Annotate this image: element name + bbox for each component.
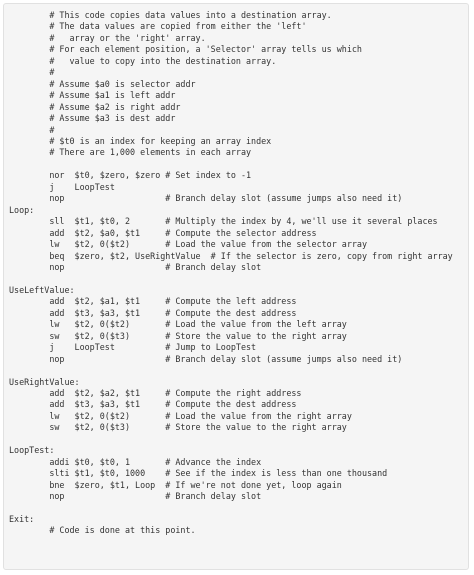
code-line: bne $zero, $t1, Loop # If we're not done yet, loop again [9, 479, 342, 490]
code-line: UseRightValue: [9, 376, 80, 387]
code-line: sll $t1, $t0, 2 # Multiply the index by 4, we'll use it several places [9, 216, 438, 227]
code-line: Exit: [9, 513, 35, 524]
code-line: j LoopTest [9, 181, 115, 192]
code-line: LoopTest: [9, 445, 55, 456]
code-line: # [9, 67, 55, 78]
code-line: # value to copy into the destination array. [9, 55, 277, 66]
code-line: beq $zero, $t2, UseRightValue # If the selector is zero, copy from right array [9, 250, 453, 261]
code-line: # Assume $a0 is selector addr [9, 78, 196, 89]
code-line: # array or the 'right' array. [9, 32, 206, 43]
code-line: add $t3, $a3, $t1 # Compute the dest address [9, 399, 297, 410]
code-line: lw $t2, 0($t2) # Load the value from the left array [9, 319, 347, 330]
code-line: UseLeftValue: [9, 284, 75, 295]
code-line: add $t2, $a0, $t1 # Compute the selector address [9, 227, 317, 238]
code-line: # For each element position, a 'Selector' array tells us which [9, 44, 362, 55]
code-line: j LoopTest # Jump to LoopTest [9, 342, 257, 353]
code-line: slti $t1, $t0, 1000 # See if the index is less than one thousand [9, 468, 388, 479]
code-line: add $t3, $a3, $t1 # Compute the dest address [9, 307, 297, 318]
code-line: # Assume $a2 is right addr [9, 101, 181, 112]
code-line: # The data values are copied from either the 'left' [9, 21, 307, 32]
code-line: lw $t2, 0($t2) # Load the value from the selector array [9, 239, 367, 250]
code-line: add $t2, $a2, $t1 # Compute the right address [9, 387, 302, 398]
code-block [3, 3, 469, 570]
code-line: # Code is done at this point. [9, 525, 196, 536]
code-line: sw $t2, 0($t3) # Store the value to the right array [9, 330, 347, 341]
code-line: Loop: [9, 204, 35, 215]
code-line: nop # Branch delay slot [9, 261, 262, 272]
code-line: nor $t0, $zero, $zero # Set index to -1 [9, 170, 252, 181]
code-line: # There are 1,000 elements in each array [9, 147, 252, 158]
code-line: nop # Branch delay slot (assume jumps also need it) [9, 353, 403, 364]
code-line: # [9, 124, 55, 135]
code-line: # Assume $a3 is dest addr [9, 113, 176, 124]
code-line: # $t0 is an index for keeping an array index [9, 135, 272, 146]
assembly-code [4, 4, 468, 537]
code-line: # Assume $a1 is left addr [9, 90, 176, 101]
code-line: sw $t2, 0($t3) # Store the value to the right array [9, 422, 347, 433]
code-line: nop # Branch delay slot [9, 491, 262, 502]
code-line: nop # Branch delay slot (assume jumps also need it) [9, 193, 403, 204]
code-line: # This code copies data values into a destination array. [9, 10, 332, 20]
code-line: addi $t0, $t0, 1 # Advance the index [9, 456, 262, 467]
code-line: lw $t2, 0($t2) # Load the value from the right array [9, 410, 352, 421]
code-line: add $t2, $a1, $t1 # Compute the left address [9, 296, 297, 307]
